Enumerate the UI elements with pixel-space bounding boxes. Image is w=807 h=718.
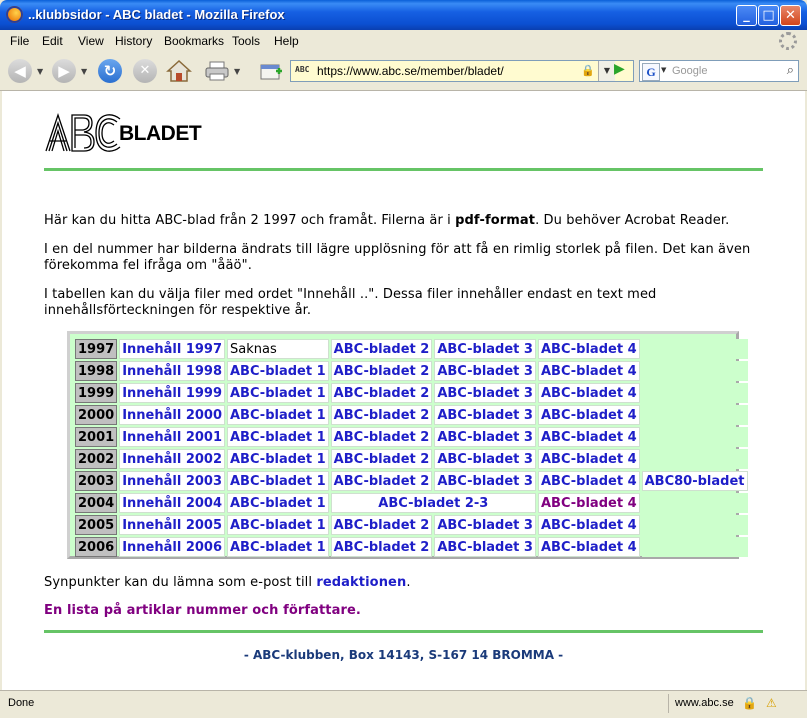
- innehall-link[interactable]: Innehåll 2003: [122, 473, 222, 489]
- abc80-bladet-link[interactable]: ABC80-bladet: [644, 473, 745, 489]
- pdf-format-text: pdf-format: [455, 213, 536, 228]
- bladet-4-cell[interactable]: [538, 537, 640, 557]
- table-row: [75, 537, 748, 557]
- go-button[interactable]: ▶: [614, 61, 625, 77]
- abc80-bladet-cell[interactable]: [642, 471, 748, 491]
- bladet-4-cell[interactable]: [538, 515, 640, 535]
- abc-logo-icon: [44, 111, 122, 155]
- reload-icon: ↻: [98, 59, 122, 83]
- bladet-2-cell[interactable]: [331, 361, 433, 381]
- bladet-2-link[interactable]: ABC-bladet 2: [333, 363, 430, 379]
- bladet-4-cell[interactable]: [538, 493, 640, 513]
- bladet-1-link[interactable]: ABC-bladet 1: [230, 539, 326, 555]
- bladet-3-link[interactable]: ABC-bladet 3: [437, 473, 533, 489]
- bladet-2-3-link[interactable]: ABC-bladet 2-3: [378, 495, 489, 511]
- bladet-3-cell[interactable]: [434, 537, 536, 557]
- bladet-1-link[interactable]: ABC-bladet 1: [230, 429, 326, 445]
- innehall-link[interactable]: Innehåll 2004: [122, 495, 222, 511]
- bladet-1-cell[interactable]: [227, 471, 329, 491]
- empty-cell: [642, 449, 748, 469]
- firefox-icon: [6, 6, 23, 23]
- bladet-2-cell[interactable]: [331, 449, 433, 469]
- back-button[interactable]: [8, 58, 32, 84]
- intro-text-1b: . Du behöver Acrobat Reader.: [535, 213, 730, 228]
- empty-cell: [642, 427, 748, 447]
- chevron-down-icon[interactable]: ▼: [661, 66, 667, 74]
- table-row: [75, 383, 748, 403]
- table-row: [75, 515, 748, 535]
- table-row: [75, 339, 748, 359]
- table-row: [75, 427, 748, 447]
- bladet-4-link[interactable]: ABC-bladet 4: [540, 385, 637, 401]
- innehall-link[interactable]: Innehåll 2005: [122, 517, 222, 533]
- printer-icon: [204, 59, 230, 83]
- bladet-1-cell[interactable]: [227, 493, 329, 513]
- reload-button[interactable]: [98, 58, 122, 84]
- intro-paragraph-3: I tabellen kan du välja filer med ordet "Innehåll ..". Dessa filer innehåller endast en text med innehållsförteckningen för respektive år.: [44, 287, 657, 318]
- bladet-3-link[interactable]: ABC-bladet 3: [437, 517, 533, 533]
- menu-view[interactable]: View: [78, 34, 104, 48]
- innehall-link[interactable]: Innehåll 2000: [122, 407, 222, 423]
- close-button[interactable]: ✕: [780, 5, 801, 26]
- innehall-cell[interactable]: [119, 405, 225, 425]
- status-bar: [0, 690, 807, 718]
- table-row: [75, 471, 748, 491]
- menu-edit[interactable]: Edit: [42, 34, 63, 48]
- home-button[interactable]: [166, 58, 192, 84]
- bladet-2-cell[interactable]: [331, 405, 433, 425]
- bladet-2-link[interactable]: ABC-bladet 2: [333, 407, 430, 423]
- bladet-3-link[interactable]: ABC-bladet 3: [437, 451, 533, 467]
- bladet-4-link[interactable]: ABC-bladet 4: [540, 429, 637, 445]
- feedback-end: .: [406, 575, 411, 590]
- menu-history[interactable]: History: [115, 34, 153, 48]
- forward-history-dropdown[interactable]: [81, 58, 87, 84]
- chevron-down-icon: ▼: [234, 66, 241, 76]
- bladet-2-3-cell[interactable]: [331, 493, 536, 513]
- url-history-dropdown[interactable]: ▼: [598, 61, 615, 81]
- intro-paragraph-2: I en del nummer har bilderna ändrats till lägre upplösning för att få en rimlig storlek på filen. Det kan även förekomma fel ifråga om "åäö".: [44, 242, 751, 273]
- stop-icon: ✕: [133, 59, 157, 83]
- table-row: [75, 493, 748, 513]
- innehall-cell[interactable]: [119, 537, 225, 557]
- empty-cell: [642, 405, 748, 425]
- innehall-link[interactable]: Innehåll 2002: [122, 451, 222, 467]
- bladet-1-link[interactable]: ABC-bladet 1: [230, 495, 326, 511]
- bladet-2-cell[interactable]: [331, 537, 433, 557]
- feedback-text: Synpunkter kan du lämna som e-post till: [44, 575, 317, 590]
- bladet-1-cell[interactable]: [227, 537, 329, 557]
- intro-text-1a: Här kan du hitta ABC-blad från 2 1997 och framåt. Filerna är i: [44, 213, 456, 228]
- table-row: [75, 361, 748, 381]
- bladet-4-link[interactable]: ABC-bladet 4: [540, 363, 637, 379]
- print-dropdown[interactable]: [234, 58, 240, 84]
- year-cell: 1997: [75, 339, 117, 359]
- bladet-1-link[interactable]: ABC-bladet 1: [230, 407, 326, 423]
- innehall-cell[interactable]: [119, 427, 225, 447]
- bladet-2-cell[interactable]: [331, 471, 433, 491]
- status-text: Done: [8, 697, 35, 709]
- innehall-cell[interactable]: [119, 339, 225, 359]
- stop-button[interactable]: [133, 58, 157, 84]
- innehall-cell[interactable]: [119, 449, 225, 469]
- menu-help[interactable]: Help: [274, 34, 299, 48]
- status-host: www.abc.se: [668, 694, 740, 713]
- empty-cell: [642, 515, 748, 535]
- year-cell: 2001: [75, 427, 117, 447]
- home-icon: [166, 59, 192, 83]
- bladet-table: [73, 337, 750, 559]
- innehall-cell[interactable]: [119, 515, 225, 535]
- bladet-2-link[interactable]: ABC-bladet 2: [333, 539, 430, 555]
- bladet-4-link[interactable]: ABC-bladet 4: [540, 451, 637, 467]
- bladet-1-cell[interactable]: [227, 383, 329, 403]
- innehall-cell[interactable]: [119, 493, 225, 513]
- innehall-cell[interactable]: [119, 383, 225, 403]
- bladet-1-cell[interactable]: [227, 405, 329, 425]
- bladet-2-cell[interactable]: [331, 427, 433, 447]
- innehall-link[interactable]: Innehåll 1997: [122, 341, 222, 357]
- bladet-3-link[interactable]: ABC-bladet 3: [437, 429, 533, 445]
- bladet-3-link[interactable]: ABC-bladet 3: [437, 385, 533, 401]
- intro-paragraph-1: [44, 213, 762, 229]
- bladet-3-cell[interactable]: [434, 427, 536, 447]
- empty-cell: [642, 537, 748, 557]
- bladet-4-cell[interactable]: [538, 405, 640, 425]
- empty-cell: [642, 339, 748, 359]
- page-content: [2, 91, 805, 690]
- bladet-4-link[interactable]: ABC-bladet 4: [540, 341, 637, 357]
- bladet-3-cell[interactable]: [434, 383, 536, 403]
- bladet-1-link[interactable]: ABC-bladet 1: [230, 473, 326, 489]
- bladet-3-cell[interactable]: [434, 405, 536, 425]
- lock-status-icon[interactable]: 🔒: [742, 696, 757, 710]
- bladet-2-link[interactable]: ABC-bladet 2: [333, 517, 430, 533]
- bladet-1-cell[interactable]: [227, 427, 329, 447]
- bladet-4-cell[interactable]: [538, 427, 640, 447]
- bladet-3-link[interactable]: ABC-bladet 3: [437, 363, 533, 379]
- bladet-4-cell[interactable]: [538, 449, 640, 469]
- window-title: ..klubbsidor - ABC bladet - Mozilla Firefox: [28, 7, 285, 22]
- throbber-icon: [779, 32, 797, 50]
- table-row: [75, 405, 748, 425]
- site-favicon-icon: ABC: [295, 65, 310, 74]
- divider-top: [44, 168, 763, 171]
- empty-cell: [642, 361, 748, 381]
- menu-tools[interactable]: Tools: [232, 34, 261, 48]
- articles-paragraph: [44, 603, 762, 619]
- bladet-3-link[interactable]: ABC-bladet 3: [437, 407, 533, 423]
- bladet-2-link[interactable]: ABC-bladet 2: [333, 451, 430, 467]
- year-cell: 1998: [75, 361, 117, 381]
- menu-bar: [0, 30, 807, 53]
- new-tab-button[interactable]: [258, 58, 284, 84]
- new-tab-icon: [258, 59, 284, 83]
- bladet-4-link[interactable]: ABC-bladet 4: [540, 539, 637, 555]
- bladet-table-frame: [67, 331, 745, 559]
- maximize-button[interactable]: □: [758, 5, 779, 26]
- search-box[interactable]: [639, 60, 799, 82]
- bladet-3-cell[interactable]: [434, 515, 536, 535]
- chevron-down-icon: ▼: [81, 66, 88, 76]
- bladet-2-cell[interactable]: [331, 515, 433, 535]
- bladet-2-link[interactable]: ABC-bladet 2: [333, 429, 430, 445]
- bladet-3-link[interactable]: ABC-bladet 3: [437, 341, 533, 357]
- bladet-2-link[interactable]: ABC-bladet 2: [333, 473, 430, 489]
- search-engine-icon[interactable]: G: [642, 63, 660, 81]
- bladet-4-cell[interactable]: [538, 361, 640, 381]
- bladet-1-cell[interactable]: [227, 515, 329, 535]
- bladet-3-cell[interactable]: [434, 339, 536, 359]
- year-cell: 2006: [75, 537, 117, 557]
- bladet-2-cell[interactable]: [331, 383, 433, 403]
- table-row: [75, 449, 748, 469]
- bladet-4-link[interactable]: ABC-bladet 4: [540, 473, 637, 489]
- search-icon[interactable]: ⌕: [786, 63, 794, 78]
- year-cell: 2000: [75, 405, 117, 425]
- bladet-2-link[interactable]: ABC-bladet 2: [333, 385, 430, 401]
- innehall-link[interactable]: Innehåll 1999: [122, 385, 222, 401]
- url-input[interactable]: https://www.abc.se/member/bladet/: [317, 64, 504, 78]
- print-button[interactable]: [204, 58, 230, 84]
- feedback-paragraph: [44, 575, 762, 591]
- menu-bookmarks[interactable]: Bookmarks: [164, 34, 225, 48]
- abc-bladet-logo: [44, 111, 204, 155]
- bladet-1-link[interactable]: ABC-bladet 1: [230, 363, 326, 379]
- divider-bottom: [44, 630, 763, 633]
- bladet-4-cell[interactable]: [538, 383, 640, 403]
- menu-file[interactable]: File: [10, 34, 30, 48]
- back-history-dropdown[interactable]: [37, 58, 43, 84]
- year-cell: 2004: [75, 493, 117, 513]
- title-bar[interactable]: [0, 0, 807, 30]
- forward-button[interactable]: [52, 58, 76, 84]
- bladet-1-link[interactable]: ABC-bladet 1: [230, 385, 326, 401]
- footer-address: - ABC-klubben, Box 14143, S-167 14 BROMMA -: [243, 648, 564, 662]
- bladet-2-cell[interactable]: [331, 339, 433, 359]
- innehall-link[interactable]: Innehåll 2001: [122, 429, 222, 445]
- warning-icon[interactable]: ⚠: [766, 696, 777, 710]
- bladet-1-missing-cell: Saknas: [227, 339, 329, 359]
- redaktionen-link[interactable]: redaktionen: [316, 575, 407, 590]
- year-cell: 1999: [75, 383, 117, 403]
- bladet-2-link[interactable]: ABC-bladet 2: [333, 341, 430, 357]
- bladet-1-cell[interactable]: [227, 449, 329, 469]
- bladet-4-link[interactable]: ABC-bladet 4: [540, 407, 637, 423]
- bladet-3-link[interactable]: ABC-bladet 3: [437, 539, 533, 555]
- bladet-3-cell[interactable]: [434, 361, 536, 381]
- url-bar[interactable]: [290, 60, 634, 82]
- innehall-link[interactable]: Innehåll 1998: [122, 363, 222, 379]
- innehall-cell[interactable]: [119, 361, 225, 381]
- bladet-1-cell[interactable]: [227, 361, 329, 381]
- innehall-cell[interactable]: [119, 471, 225, 491]
- lock-icon[interactable]: 🔒: [581, 64, 595, 77]
- forward-arrow-icon: ▶: [52, 59, 76, 83]
- bladet-3-cell[interactable]: [434, 471, 536, 491]
- innehall-link[interactable]: Innehåll 2006: [122, 539, 222, 555]
- bladet-1-link[interactable]: ABC-bladet 1: [230, 451, 326, 467]
- chevron-down-icon: ▼: [37, 66, 44, 76]
- bladet-4-link[interactable]: ABC-bladet 4: [540, 517, 637, 533]
- year-cell: 2003: [75, 471, 117, 491]
- bladet-4-cell[interactable]: [538, 471, 640, 491]
- articles-list-link[interactable]: En lista på artiklar nummer och författare.: [44, 603, 361, 618]
- bladet-4-cell[interactable]: [538, 339, 640, 359]
- back-arrow-icon: ◀: [8, 59, 32, 83]
- bladet-1-link[interactable]: ABC-bladet 1: [230, 517, 326, 533]
- minimize-button[interactable]: _: [736, 5, 757, 26]
- logo-text: BLADET: [119, 122, 202, 145]
- year-cell: 2005: [75, 515, 117, 535]
- bladet-3-cell[interactable]: [434, 449, 536, 469]
- bladet-4-link[interactable]: ABC-bladet 4: [540, 495, 637, 511]
- year-cell: 2002: [75, 449, 117, 469]
- empty-cell: [642, 383, 748, 403]
- search-input[interactable]: Google: [672, 65, 708, 77]
- empty-cell: [642, 493, 748, 513]
